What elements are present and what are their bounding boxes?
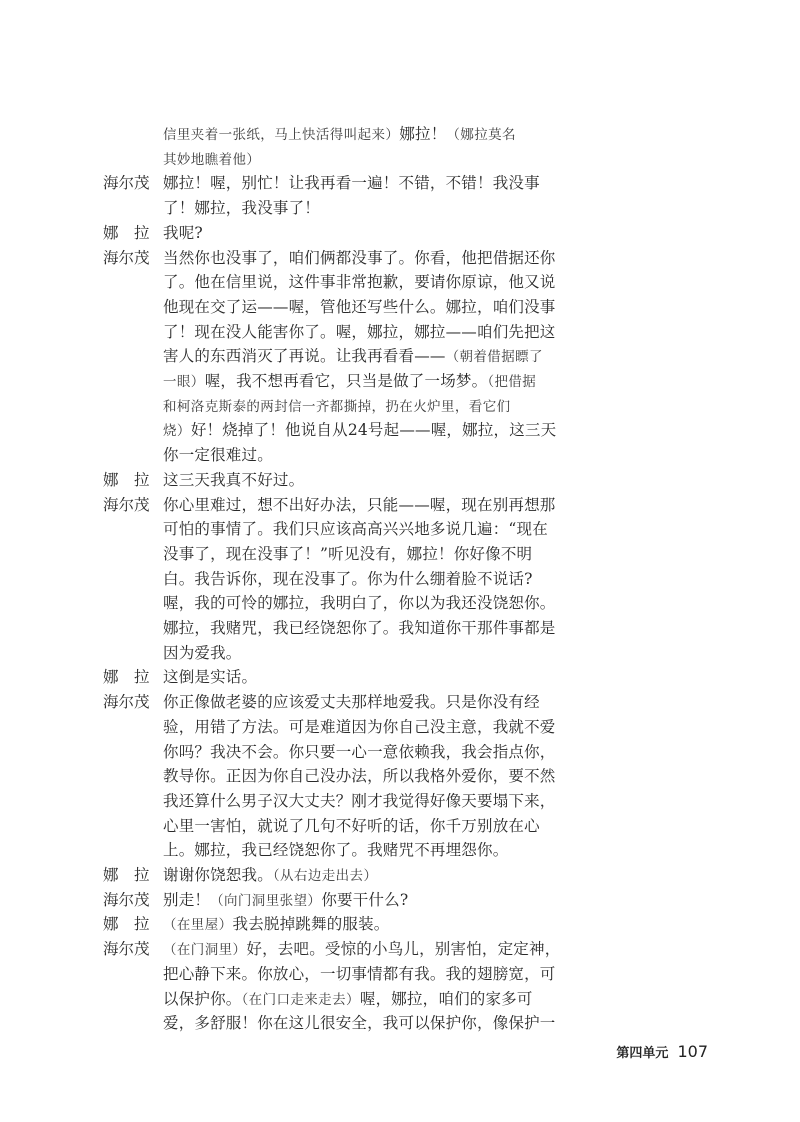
script-line	[163, 740, 556, 764]
script-line	[163, 641, 242, 665]
stage-direction: （把借据	[487, 374, 537, 390]
dialogue-text: 谢谢你饶恕我。	[163, 866, 273, 884]
script-line	[163, 764, 556, 788]
stage-direction: 烧）	[163, 423, 191, 440]
dialogue-text: 爱，多舒服！你在这儿很安全，我可以保护你，像保护一	[163, 1014, 556, 1033]
stage-direction: 一眼）	[163, 374, 205, 390]
speaker-name: 娜 拉	[103, 866, 150, 884]
dialogue-text: 了。他在信里说，这件事非常抱歉，要请你原谅，他又说	[163, 273, 556, 292]
script-line	[163, 418, 556, 443]
dialogue-text: 没事了，现在没事了！”听见没有，娜拉！你好像不明	[163, 544, 533, 563]
unit-label: 第四单元	[616, 1046, 669, 1061]
script-line	[163, 493, 556, 517]
dialogue-text: 了！现在没人能害你了。喔，娜拉，娜拉——咱们先把这	[163, 322, 556, 341]
script-line	[163, 715, 556, 739]
script-line	[163, 863, 377, 888]
dialogue-text: 我还算什么男子汉大丈夫？刚才我觉得好像天要塌下来，	[163, 791, 556, 810]
dialogue-text: 害人的东西消灭了再说。让我再看看——	[163, 347, 446, 366]
script-line	[163, 246, 556, 270]
dialogue-text: 娜拉！喔，别忙！让我再看一遍！不错，不错！我没事	[163, 174, 540, 193]
stage-direction: （在里屋）	[163, 917, 233, 934]
speaker-name: 娜 拉	[103, 470, 150, 489]
dialogue-text: 验，用错了方法。可是难道因为你自己没主意，我就不爱	[163, 717, 556, 736]
speaker-name: 海尔茂	[103, 940, 150, 959]
dialogue-text: 娜拉！	[399, 125, 447, 143]
speaker-name: 海尔茂	[103, 174, 150, 193]
stage-direction: （在门口走来走去）	[241, 991, 360, 1008]
script-line	[163, 122, 516, 147]
script-line	[163, 690, 540, 714]
script-line	[163, 937, 560, 962]
script-line	[163, 542, 532, 566]
dialogue-text: 他现在交了运——喔，管他还写些什么。娜拉，咱们没事	[163, 297, 556, 316]
dialogue-text: 喔，我不想再看它，只当是做了一场梦。	[204, 372, 488, 390]
dialogue-text: 你要干什么?	[321, 890, 409, 909]
script-line	[163, 838, 508, 862]
script-line	[163, 987, 533, 1012]
dialogue-text: 你吗？我决不会。你只要一心一意依赖我，我会指点你，	[163, 742, 556, 761]
script-line	[163, 665, 257, 689]
script-line	[163, 344, 543, 369]
dialogue-text: 可怕的事情了。我们只应该高高兴兴地多说几遍：“现在	[163, 520, 548, 539]
speaker-name: 娜 拉	[103, 223, 150, 242]
script-line	[163, 789, 556, 813]
dialogue-text: 当然你也没事了，咱们俩都没事了。你看，他把借据还你	[163, 248, 556, 267]
stage-direction: （朝着借据瞟了	[445, 349, 543, 366]
dialogue-text: 心里一害怕，就说了几句不好听的话，你千万别放在心	[163, 816, 540, 835]
dialogue-text: 白。我告诉你，现在没事了。你为什么绷着脸不说话?	[163, 569, 533, 588]
dialogue-text: 我去脱掉跳舞的服装。	[232, 915, 390, 934]
dialogue-text: 这三天我真不好过。	[163, 470, 305, 489]
stage-direction: 其妙地瞧着他）	[163, 151, 261, 168]
stage-direction: 和柯洛克斯泰的两封信一齐都撕掉，扔在火炉里，看它们	[163, 398, 511, 415]
dialogue-text: 上。娜拉，我已经饶恕你了。我赌咒不再埋怨你。	[163, 841, 509, 860]
dialogue-text: 这倒是实话。	[163, 668, 258, 687]
script-line	[163, 567, 533, 591]
script-line	[163, 517, 548, 541]
script-line	[163, 468, 304, 492]
stage-direction: （从右边走出去）	[272, 868, 378, 884]
stage-direction: （娜拉莫名	[446, 127, 516, 143]
dialogue-text: 好！烧掉了！他说自从24号起——喔，娜拉，这三天	[190, 421, 557, 440]
speaker-name: 海尔茂	[103, 248, 150, 267]
script-line	[163, 591, 556, 615]
script-line	[163, 270, 556, 294]
script-line	[163, 221, 203, 245]
stage-direction: 信里夹着一张纸，马上快活得叫起来）	[163, 127, 400, 143]
script-line	[163, 912, 390, 937]
dialogue-text: 喔，娜拉，咱们的家多可	[359, 989, 533, 1008]
speaker-name: 娜 拉	[103, 915, 150, 934]
script-line	[163, 196, 320, 220]
dialogue-text: 你正像做老婆的应该爱丈夫那样地爱我。只是你没有经	[163, 693, 540, 712]
speaker-name: 娜 拉	[103, 668, 150, 687]
dialogue-text: 教导你。正因为你自己没办法，所以我格外爱你，要不然	[163, 767, 556, 786]
script-line	[163, 888, 408, 913]
stage-direction: （在门洞里）	[163, 942, 247, 959]
dialogue-text: 你心里难过，想不出好办法，只能——喔，现在别再想那	[163, 495, 556, 514]
script-line	[163, 147, 260, 172]
dialogue-text: 因为爱我。	[163, 643, 242, 662]
dialogue-text: 别走！	[163, 890, 211, 909]
script-line	[163, 394, 511, 419]
script-line	[163, 814, 540, 838]
page-footer	[616, 1042, 708, 1061]
script-line	[163, 320, 556, 344]
script-line	[163, 295, 556, 319]
script-line	[163, 443, 273, 467]
speaker-name: 海尔茂	[103, 495, 150, 514]
dialogue-text: 把心静下来。你放心，一切事情都有我。我的翅膀宽，可	[163, 964, 556, 983]
speaker-name: 海尔茂	[103, 693, 150, 712]
dialogue-text: 以保护你。	[163, 989, 242, 1008]
page-number: 107	[677, 1042, 708, 1061]
dialogue-text: 好，去吧。受惊的小鸟儿，别害怕，定定神，	[246, 940, 561, 959]
speaker-name: 海尔茂	[103, 890, 150, 909]
script-line	[163, 171, 540, 195]
script-line	[163, 369, 536, 394]
dialogue-text: 喔，我的可怜的娜拉，我明白了，你以为我还没饶恕你。	[163, 594, 556, 613]
dialogue-text: 娜拉，我赌咒，我已经饶恕你了。我知道你干那件事都是	[163, 619, 556, 637]
dialogue-text: 你一定很难过。	[163, 446, 273, 465]
dialogue-text: 我呢?	[163, 223, 203, 242]
script-line	[163, 1011, 556, 1035]
script-line	[163, 616, 556, 640]
script-line	[163, 962, 556, 986]
dialogue-text: 了！娜拉，我没事了！	[163, 199, 321, 218]
stage-direction: （向门洞里张望）	[210, 892, 322, 909]
